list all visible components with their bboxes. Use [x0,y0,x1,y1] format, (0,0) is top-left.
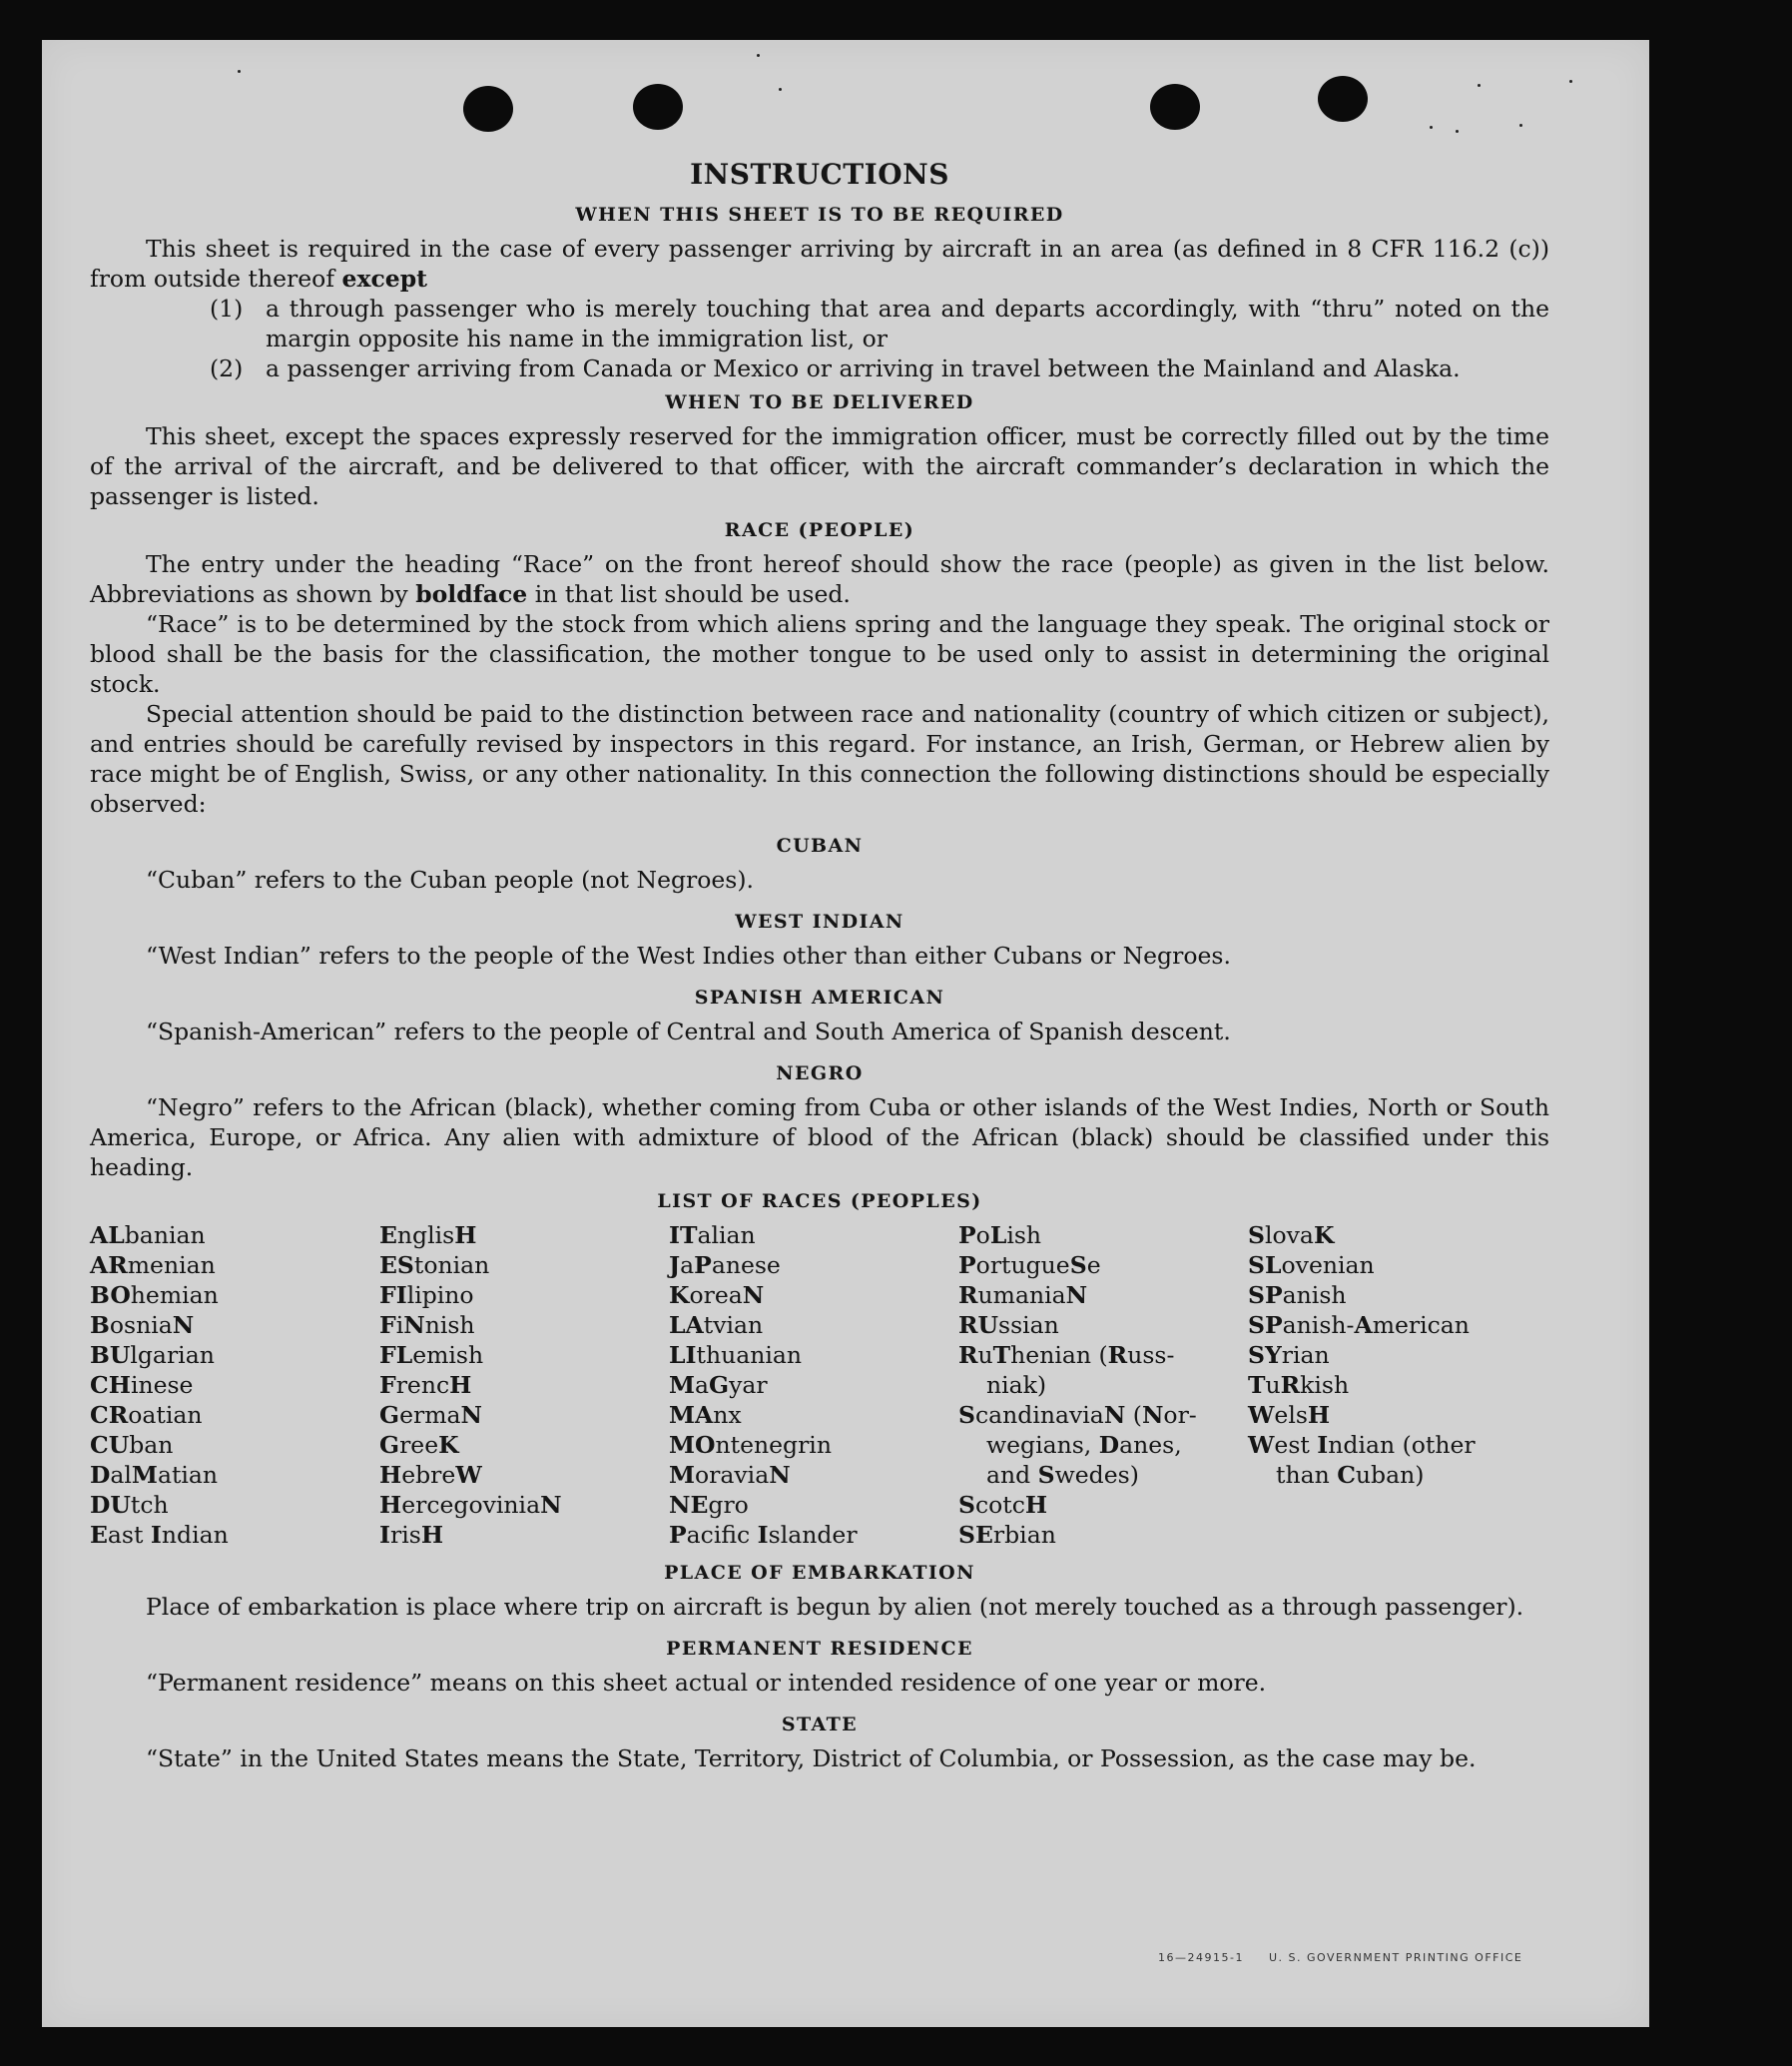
race-entry: FrencH [379,1371,472,1399]
heading-state: STATE [781,1714,859,1735]
race-column [90,1220,379,1550]
race-entry: MOntenegrin [669,1431,832,1459]
race-entry: FIlipino [379,1281,474,1309]
negro-text: “Negro” refers to the African (black), whether coming from Cuba or other islands of the West Indies, North or South America, Europe, or Africa. Any alien with admixture of blood of the African (black) should be classified under this heading. [90,1093,1549,1181]
race-entry: RUssian [958,1311,1059,1339]
race-entry: MAnx [669,1401,742,1429]
race-para-3: Special attention should be paid to the distinction between race and nationality (country of which citizen or subject), and entries should be carefully revised by inspectors in this regard. For instance, an Irish, German, or Hebrew alien by race might be of English, Swiss, or any other nationality. In this connection the following distinctions should be especially observed: [90,700,1549,818]
race-entry: EStonian [379,1251,490,1279]
heading-west-indian: WEST INDIAN [735,911,904,933]
race-entry: ScotcH [958,1491,1048,1519]
race-entry: HebreW [379,1461,482,1489]
item-text: a passenger arriving from Canada or Mexico or arriving in travel between the Mainland and Alaska. [266,354,1461,382]
speck [238,70,241,73]
except-bold: except [341,265,428,293]
heading-spanish-american: SPANISH AMERICAN [694,987,945,1009]
race-column [1248,1220,1537,1550]
race-entry: MoraviaN [669,1461,791,1489]
punch-hole [463,86,513,132]
heading-list-of-races: LIST OF RACES (PEOPLES) [657,1190,982,1212]
required-intro: This sheet is required in the case of every passenger arriving by aircraft in an area (as defined in 8 CFR 116.2 (c)) from outside thereof except [90,235,1549,293]
race-entry: and Swedes) [986,1461,1139,1489]
required-item [210,294,1549,353]
printer-imprint [1158,1951,1522,1964]
race-entry: BUlgarian [90,1341,215,1369]
delivered-text: This sheet, except the spaces expressly reserved for the immigration officer, must be correctly filled out by the time of the arrival of the aircraft, and be delivered to that officer, with the aircraft commander’s declaration in which the passenger is listed. [90,422,1549,510]
race-entry: LAtvian [669,1311,764,1339]
race-list [90,1220,1549,1550]
instructions-body [90,160,1549,1773]
race-entry: East Indian [90,1521,229,1549]
printer-name: U. S. GOVERNMENT PRINTING OFFICE [1268,1951,1523,1964]
race-entry: CRoatian [90,1401,203,1429]
race-entry: SLovenian [1248,1251,1375,1279]
race-entry: DalMatian [90,1461,219,1489]
race-entry: than Cuban) [1276,1461,1425,1489]
race-entry: HercegoviniaN [379,1491,562,1519]
race-entry: BosniaN [90,1311,195,1339]
race-entry: CUban [90,1431,174,1459]
race-entry: GermaN [379,1401,482,1429]
race-entry: ITalian [669,1221,756,1249]
race-entry: JaPanese [669,1251,781,1279]
item-number: (2) [210,354,244,382]
race-entry: RumaniaN [958,1281,1088,1309]
race-entry: GreeK [379,1431,459,1459]
race-entry: TuRkish [1248,1371,1350,1399]
punch-hole [633,84,683,130]
race-column [669,1220,958,1550]
race-entry: LIthuanian [669,1341,803,1369]
race-entry: SlovaK [1248,1221,1335,1249]
spanish-american-text: “Spanish-American” refers to the people of Central and South America of Spanish descent. [146,1018,1231,1045]
race-entry: BOhemian [90,1281,219,1309]
race-entry: Pacific Islander [669,1521,858,1549]
race-column [958,1220,1248,1550]
speck [757,54,760,57]
form-number: 16—24915-1 [1158,1951,1244,1964]
item-number: (1) [210,295,244,323]
race-entry: CHinese [90,1371,194,1399]
page-title: INSTRUCTIONS [690,158,949,191]
race-entry: FiNnish [379,1311,475,1339]
race-entry: EnglisH [379,1221,477,1249]
race-entry: PortugueSe [958,1251,1101,1279]
document-page [42,40,1649,2027]
race-entry: SErbian [958,1521,1056,1549]
race-entry: NEgro [669,1491,749,1519]
race-entry: ALbanian [90,1221,206,1249]
boldface-word: boldface [415,580,528,608]
race-para-1: The entry under the heading “Race” on the front hereof should show the race (people) as given in the list below. Abbreviations as shown by boldface in that list should be used. [90,550,1549,608]
race-entry: West Indian (other [1248,1431,1476,1459]
race-entry: ARmenian [90,1251,216,1279]
heading-residence: PERMANENT RESIDENCE [666,1638,973,1660]
race-entry: niak) [986,1371,1047,1399]
race-entry: SPanish [1248,1281,1347,1309]
speck [1519,124,1522,127]
race-entry: KoreaN [669,1281,765,1309]
speck [1569,80,1572,83]
punch-hole [1150,84,1200,130]
heading-embarkation: PLACE OF EMBARKATION [664,1562,975,1584]
state-text: “State” in the United States means the State, Territory, District of Columbia, or Possession, as the case may be. [146,1744,1477,1772]
race-para-2: “Race” is to be determined by the stock from which aliens spring and the language they speak. The original stock or blood shall be the basis for the classification, the mother tongue to be used only to assist in determining the original stock. [90,610,1549,698]
race-entry: DUtch [90,1491,169,1519]
race-entry: wegians, Danes, [986,1431,1182,1459]
race-entry: IrisH [379,1521,444,1549]
race-entry: RuThenian (Russ- [958,1341,1175,1369]
speck [1430,126,1433,129]
race-entry: MaGyar [669,1371,768,1399]
punch-hole [1318,76,1368,122]
speck [1478,84,1481,87]
race-entry: SYrian [1248,1341,1330,1369]
race-entry: FLemish [379,1341,484,1369]
speck [1456,130,1459,133]
race-column [379,1220,669,1550]
heading-race: RACE (PEOPLE) [724,519,915,541]
heading-cuban: CUBAN [776,835,864,857]
embarkation-text: Place of embarkation is place where trip on aircraft is begun by alien (not merely touched as a through passenger). [146,1593,1524,1621]
race-entry: SPanish-American [1248,1311,1470,1339]
west-indian-text: “West Indian” refers to the people of the West Indies other than either Cubans or Negroes. [146,942,1231,970]
residence-text: “Permanent residence” means on this sheet actual or intended residence of one year or more. [146,1669,1267,1697]
item-text: a through passenger who is merely touching that area and departs accordingly, with “thru” noted on the margin opposite his name in the immigration list, or [266,295,1549,352]
heading-required: WHEN THIS SHEET IS TO BE REQUIRED [575,204,1064,226]
speck [779,88,782,91]
race-entry: WelsH [1248,1401,1331,1429]
cuban-text: “Cuban” refers to the Cuban people (not Negroes). [146,866,755,894]
required-item [210,353,1549,383]
heading-negro: NEGRO [776,1062,864,1084]
race-entry: PoLish [958,1221,1042,1249]
heading-delivered: WHEN TO BE DELIVERED [665,391,974,413]
race-entry: ScandinaviaN (Nor- [958,1401,1197,1429]
